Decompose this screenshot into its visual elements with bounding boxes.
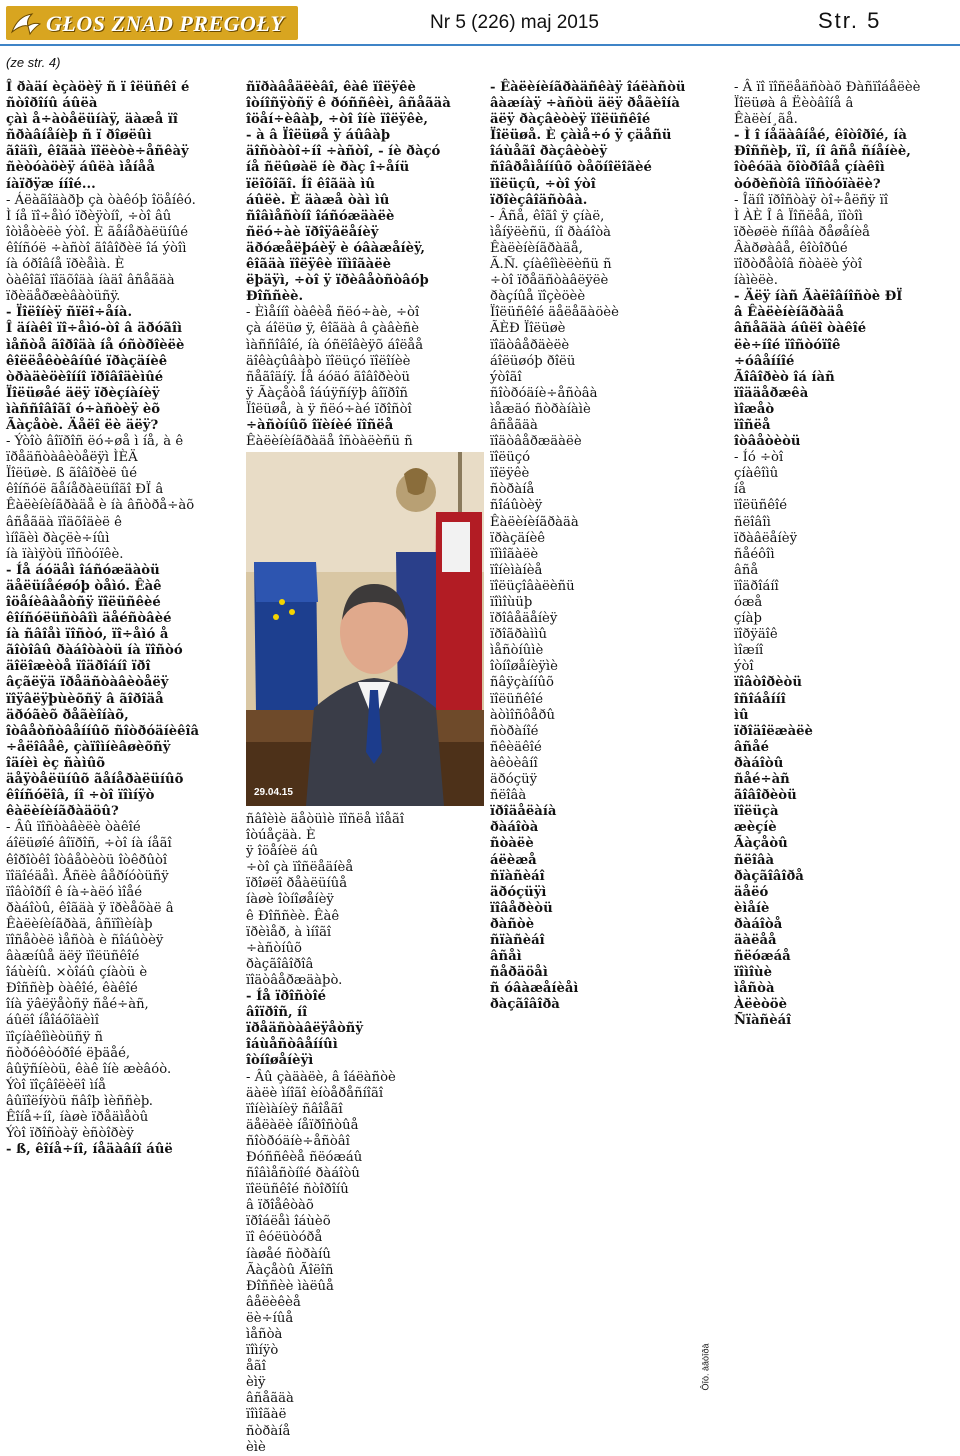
text-line: Ïîëüøå. È çàìå÷ó ÿ çäåñü [490,128,672,144]
text-line: ýòîãî [490,369,522,385]
text-line: âçãëÿä ïðåäñòàâèòåëÿ [6,675,169,691]
text-line: - Ýòîò âîïðîñ ëó÷øå ì íå, à ê [6,434,184,450]
text-line: ïîäîéäåì. Åñëè âåðíóòüñÿ [6,868,169,884]
text-line: - Èìåííî òàêèå ñëó÷àè, ÷òî [246,305,420,321]
issue-number: Nr 5 (226) maj 2015 [430,12,599,33]
text-line: ïðîâåäåíèÿ [490,611,558,627]
text-line: îäíèì èç ñàìûõ [6,755,106,771]
text-line: ïðèìåð, à ìíîãî [246,924,332,940]
text-line: - Áëàãîäàðþ çà òàêóþ îöåíêó. [6,192,196,208]
text-line: íàìèëè. [734,273,778,289]
photo-credit-text: Ôîò. àâòîðà [700,1343,711,1391]
text-line: äàëåå [734,932,777,948]
text-line: ñòàëè [490,836,534,852]
text-line: äðóçüÿì [490,884,547,900]
text-line: ïîëÿêè [490,466,530,482]
bird-logo-icon [8,6,44,40]
text-line: çàì å÷àòåëüíàÿ, äàæå ïî [6,112,178,128]
text-line: Ã.Ñ. çíàêîìèëèñü ñ [490,257,612,273]
article-column-2-lower [246,812,482,1455]
text-line: äîëîæèòå ïîäðîáíî ïðî [6,659,151,675]
text-line: ëè÷íûå [246,1310,294,1326]
text-line: ê Ðîññèè. Êàê [246,908,340,924]
text-line: ðàñòè [490,916,535,932]
text-line: ãîâîðèòü [734,788,797,804]
text-line: çíàþ [734,611,762,627]
text-line: äðóæåëþáèÿ è óâàæåíèÿ, [246,240,426,256]
text-line: ïðèøëè ñíîâà ðåøåíèå [734,224,871,240]
text-line: - Ïîëîíèÿ ñïëî÷åíà. [6,305,133,321]
text-line: ñîâðåìåííûõ òåõíîëîãèé [490,160,652,176]
text-line: íàøåé ñòðàíû [246,1246,331,1262]
text-line: ìåæäó ñòðàíàìè [490,401,591,417]
text-line: ïîëüñêîé [734,498,788,514]
text-line: ðàáîòà [490,820,539,836]
text-line: Ïîëüñêîé äåëåãàöèè [490,305,619,321]
text-line: ïîëüçîâàëèñü [490,578,575,594]
text-line: îáùåñòâåííûì [246,1037,338,1053]
text-line: ìåñòà [734,981,775,997]
text-line: - Â ïî ïîñëåäñòàõ Ðàñïîáåëèè [734,80,921,95]
text-line: Ðîññèè. [246,289,304,305]
text-line: âñåãäà [246,1391,294,1407]
text-line: âàæíûå äëÿ ïîëüñêîé [6,949,140,965]
text-line: ïîääåðæêà [734,385,809,401]
text-line: Ïîëüøà â Ëèòâîíå â [734,96,854,112]
text-line: ñåéôîì [734,546,775,562]
text-line: äåÿòåëüíûõ ãåíåðàëüíûõ [6,772,184,788]
text-line: Î äíàêî ïî÷åìó-òî â äðóãîì [6,321,182,337]
text-line: îöåíèâàåòñÿ ïîëüñêèé [6,595,161,610]
text-line: ñåðäöåì [490,965,548,981]
text-line: - Âû çàäàëè, â îáëàñòè [246,1069,396,1085]
text-line: ïîëüñêîé ñòîðîíû [246,1182,349,1198]
article-column-1 [6,80,238,1406]
text-line: - Äëÿ íàñ Ãàëîâíîñòè ÐÏ [734,289,903,305]
text-line: ÃÈÐ Ïîëüøè [490,321,566,337]
text-line: ðàçíûå ïîçèöèè [490,289,586,305]
text-line: ïðîãðàììû [490,627,547,643]
text-line: íàøè îòíîøåíèÿ [246,892,334,908]
text-line: äåëàëè íåïðîñòûå [246,1117,359,1133]
text-line: âñåãäà ïîäõîäèë ê [6,514,122,530]
text-line: Ýòî ïîçâîëèëî ìíå [6,1077,106,1093]
text-line: - Ì î íåäàâíåé, êîòîðîé, íà [734,128,907,144]
text-line: âñåì [490,949,522,965]
text-line: òàêîãî ïîäõîäà íàäî âñåãäà [6,273,175,289]
photo-credit [700,1330,728,1410]
text-line: Âàðøàâå, êîòîðûé [734,240,848,256]
text-line: áëèæå [490,852,537,868]
text-line: ñòîðîíû áûëà [6,96,98,112]
text-line: ïîäòâåðæäàëè [490,434,582,450]
text-line: ÷òî çà ïîñëåäíèå [246,860,354,876]
text-line: ÷óâåííîé [734,353,795,369]
text-line: íà óðîâíå ïðèåìà. È [6,257,125,273]
text-line: ïîâòîðíî ê íà÷àëó ìîåé [6,884,143,900]
text-line: ñåãîäíÿ. Íå áóäó ãîâîðèòü [246,369,410,385]
text-line: ïîÿâëÿþùèõñÿ â ãîðîäå [6,691,164,707]
text-line: ïîìîùè [734,965,773,981]
text-line: îòâåòñòâåííûõ ñîòðóäíèêîâ [6,723,200,739]
text-line: Êàëèí¸ãå. [734,112,798,128]
text-line: Ì íå ïî÷åìó ïðèÿòíî, ÷òî âû [6,208,172,224]
text-line: ìíîãèì ðàçëè÷íûì [6,530,110,546]
text-line: êîãäà ïîëÿêè ïîìîãàëè [246,257,391,273]
text-line: ñðàâíåíèþ ñ ï ðîøëûì [6,128,152,144]
article-column-3 [490,80,716,1406]
text-line: ñòðàíå [490,482,535,498]
text-line: ÷òî ïðåäñòàâëÿëè [490,273,609,289]
text-line: â Êàëèíèíãðàäå [734,305,844,321]
text-line: îòúåçäà. È [246,828,316,844]
text-line: ïðèäåðæèâàòüñÿ. [6,289,121,305]
text-line: ïîäòâåðäèëè [490,337,570,353]
text-line: Ãàçåòè. Äåëî ëè äëÿ? [6,417,159,433]
text-line: ñ óâàæåíèåì [490,981,579,997]
page-header [0,0,960,48]
text-line: Ðîññèè ìàëûå [246,1278,334,1294]
text-line: äåëüíåéøóþ òåìó. Êàê [6,578,162,594]
text-line: ïðîáëåì îáùèõ [246,1214,331,1230]
text-line: ãîòîâû ðàáîòàòü íà ïîñòó [6,643,183,659]
text-line: áîëüøóþ ðîëü [490,353,576,369]
text-line: íå ñëûøàë íè ðàç î÷åíü [246,160,410,176]
text-line: ïîìîãàëè [490,546,539,562]
text-line: ïëîõîãî. Íî êîãäà ìû [246,176,375,192]
text-line: Ïîëüøè. ß ãîâîðèë ûé [6,466,138,482]
text-line: ìåíÿëèñü, íî ðàáîòà [490,224,612,240]
text-line: Ðîññèþ, ïî, íî âñå ñíåíèè, [734,144,911,160]
text-line: îáùåãî ðàçâèòèÿ [490,144,607,160]
text-line: ïîìîùüþ [490,595,533,610]
text-line: ñïàñèáî [490,932,545,948]
text-line: - ß, êîíå÷íî, íåäàâíî áûë [6,1142,173,1158]
text-line: - Êàëèíèíãðàäñêàÿ îáëàñòü [490,80,686,95]
text-line: êîíñóëîâ, íî ÷òî ïîìíÿò [6,788,155,804]
text-line: ïî êóëüòóðå [246,1230,323,1246]
text-line: îòíîøåíèÿìè [490,659,558,675]
text-line: ñâÿçàííûõ [490,675,554,691]
text-line: âûïîëíÿòü ñâîþ ìèññèþ. [6,1093,153,1109]
text-line: ÷åëîâåê, çàïîìíèâøèõñÿ [6,739,171,755]
text-line: ìîæíî [734,643,764,659]
text-line: îöåí÷èâàþ, ÷òî îíè ïîëÿêè, [246,112,428,128]
text-line: ñêèäêîé [490,739,542,755]
header-rule [0,44,960,46]
masthead-title: GŁOS ZNAD PREGOŁY [46,11,285,36]
text-line: ïîëüçà [734,804,779,820]
article-column-4 [734,80,956,1406]
text-line: îòíîñÿòñÿ ê ðóññêèì, âñåãäà [246,96,451,112]
text-line: ñïðàâåäëèâî, êàê ïîëÿêè [246,80,416,95]
text-line: ýòî [734,659,754,675]
text-line: ïîâåðèòü [490,900,553,916]
text-line: Êàëèíèíãðàäà [490,514,579,530]
text-line: ðàáîòû, êîãäà ÿ ïðèåõàë â [6,900,174,916]
text-line: áûëè. È äàæå òàì ìû [246,192,390,208]
text-line: ÷àñòíûõ îïèíèé ïîñëå [246,417,394,433]
text-line: äåëó [734,884,769,900]
text-line: - Íó ÷òî [734,450,784,466]
text-line: äîñòàòî÷íî ÷àñòî, - íè ðàçó [246,144,441,160]
text-line: Ãàçåòû Ãîëîñ [246,1262,334,1278]
text-line: ìîæåò [734,401,775,417]
text-line: îñîáåííî [734,691,786,707]
text-line: âñåãäà [490,417,538,433]
text-line: èìåíè [734,900,770,916]
text-line: ìåñòíûìè [490,643,544,659]
text-line: èìè [246,1439,266,1455]
text-line: ïîäòâåðæäàþò. [246,972,343,988]
text-line: âñåãäà áûëî òàêîé [734,321,867,337]
text-line: ïîäðîáíî [734,578,779,594]
text-line: áûëî íåîáõîäèìî [6,1013,99,1029]
text-line: ñòðàíîé [490,723,539,739]
text-line: óæå [734,595,763,610]
text-line: ñëîâà [490,788,527,804]
text-line: ïîëüñêîé [490,691,544,707]
text-line: êîíñóëüñòâîì äåéñòâèé [6,611,172,627]
text-line: ïîñåòèë ìåñòà è ñîáûòèÿ [6,932,164,948]
text-line: ïðåäñòàâëÿåòñÿ [246,1021,364,1037]
text-line: êîðîòêî îòâåòèòü îòêðûòî [6,852,168,868]
text-line: äðóãèõ ðåãèîíàõ, [6,707,129,723]
text-line: ëè÷íîé ïîñòóïîê [734,337,841,353]
text-line: â ïðîåêòàõ [246,1198,314,1214]
text-line: Ñïàñèáî [734,1013,792,1029]
text-line: ñòðóêòóðîé ëþäåé, [6,1045,131,1061]
text-line: îòâåòèòü [734,434,801,450]
text-line: ñèòóàöèÿ áûëà ìåíåå [6,160,155,176]
text-line: ïîðòðåòîâ ñòàëè ýòî [734,257,863,273]
text-line: - Îäíî ïðîñòàÿ òî÷åëñÿ ïî [734,192,889,208]
text-line: âûÿñíèòü, êàê îíè æèâóò. [6,1061,172,1077]
text-line: Ïîëüøåé äëÿ ïðèçíàíèÿ [6,385,160,401]
text-line: ñåé÷àñ [734,772,790,788]
text-line: - Âû ïîñòàâèëè òàêîé [6,820,141,836]
text-line: òðàäèöèîííî ïðîâîäèìûé [6,369,164,385]
text-line: îíà ÿâëÿåòñÿ ñåé÷àñ, [6,997,149,1013]
text-line: âåëèêèå [246,1294,301,1310]
text-line: ñòðàíå [246,1423,291,1439]
text-line: - à â Ïîëüøå ÿ áûâàþ [246,128,391,144]
text-line: Êàëèíèíãðàäå îñòàëèñü ñ [246,434,413,450]
text-line: ìàññîâîé, íà óñëîâèÿõ áîëåå [246,337,424,353]
text-line: êàëèíèíãðàäöû? [6,804,119,820]
text-line: ïðîäåëàíà [490,804,557,820]
text-line: âàæíàÿ ÷àñòü äëÿ ðåãèîíà [490,96,680,112]
text-line: ÿ îöåíèë áû [246,844,319,860]
text-line: Ì ÀÈ Î â Ïîñëåâ, ïîòîì [734,208,863,224]
text-line: ïîìîãàë [246,1407,287,1423]
text-line: åãî [246,1359,266,1375]
text-line: ïîâòîðèòü [734,675,802,691]
text-line: Êàëèíèíãðàäå è íà âñòðå÷àõ [6,498,195,514]
text-line: ïðàçäíèê [490,530,546,546]
text-line: ïðîøëî ðåàëüíûå [246,876,348,892]
text-line: ïðåäñòàâèòåëÿì ÌÈÄ [6,450,138,466]
text-line: àêòèâíî [490,755,538,771]
text-line: Ïîëüøå, à ÿ ñëó÷àé ïðîñòî [246,401,412,417]
text-line: - Íå ïðîñòîé [246,989,326,1005]
text-line: äðóçüÿ [490,772,538,788]
text-line: ðàçãîâîðå [734,868,804,884]
text-line: òóðèñòîâ ïîñòóïàëè? [734,176,881,192]
text-line: Î ðàäí èçàöèÿ ñ ï îëüñêî é [6,80,190,95]
article-column-2 [246,80,482,452]
text-line: Ýòî ïðîñòàÿ èñòîðèÿ [6,1126,134,1142]
text-line: ñîáûòèÿ [490,498,543,514]
masthead-logo [6,6,298,40]
portrait-illustration [246,452,484,806]
text-line: ïðîèçâîäñòâà. [490,192,588,208]
continued-note: (ze str. 4) [6,55,61,70]
text-line: ðàçãîâîðîâ [246,956,314,972]
text-line: ïðàâëåíèÿ [734,530,798,546]
text-line: Ðîññèþ òàêîé, êàêîé [6,981,138,997]
text-line: ëþäÿì, ÷òî ÿ ïðèâåòñòâóþ [246,273,429,289]
text-line: ñîâìåñòíîé ðàáîòû [246,1166,360,1182]
text-line: âñåé [734,739,770,755]
text-line: ïðîäîëæàëè [734,723,813,739]
page-number: Str. 5 [818,8,882,33]
text-line: êîíñóë ãåíåðàëüíîãî ÐÏ â [6,482,164,498]
text-line: íà ñâîåì ïîñòó, ïî÷åìó å [6,627,169,643]
text-line: - Íå áóäåì îáñóæäàòü [6,562,160,578]
consul-portrait-photo [246,452,484,806]
text-line: ìåñòà [246,1327,283,1342]
text-line: ïîëüçó [490,450,531,466]
text-line: ãîäîì, êîãäà ïîëèòè÷åñêàÿ [6,144,189,160]
text-line: ïîëüçû, ÷òî ýòî [490,176,596,192]
text-line: - Âñå, êîãî ÿ çíàë, [490,208,605,224]
text-line: ñëóæáå [734,949,791,965]
text-line: ðàáîòå [734,916,783,932]
text-line: îòêóäà õîòðîâå çíàêîì [734,160,885,176]
text-line: îòíîøåíèÿì [246,1053,314,1069]
text-line: îòìåòèëè ýòî. È ãåíåðàëüíûé [6,224,189,240]
text-line: íà ïàìÿòü ïîñòóïêè. [6,546,124,562]
text-line: íàïðÿæ ííîé... [6,176,96,192]
text-line: îáùèíû. ×òîáû çíàòü è [6,965,148,981]
text-line: ñëîâîì [734,514,771,530]
text-line: âîïðîñ, íî [246,1005,308,1021]
text-line: àòìîñôåðû [490,707,555,723]
text-line: ïîíèìàíèå [490,562,543,578]
text-line: ñëîâà [734,852,775,868]
text-line: èìÿ [246,1375,266,1391]
text-line: ïîíèìàíèÿ ñâîåãî [246,1101,343,1117]
text-line: ÷àñòíûõ [246,940,302,956]
text-line: ñîòðóäíè÷åñòâà [490,385,598,401]
text-line: ðàçãîâîðà [490,997,560,1013]
text-line: ïîìíÿò [246,1343,279,1359]
text-line: ìåñòå ãîðîäà íå óñòðîèëè [6,337,185,353]
text-line: ÿ Ãàçåòå îáúÿñíÿþ âîïðîñ [246,385,409,401]
text-line: êîíñóë ÷àñòî ãîâîðèë îá ýòîì [6,240,187,256]
text-line: Êàëèíèíãðàäå, [490,240,583,256]
text-line: ñëó÷àè ïðîÿâëåíèÿ [246,224,379,240]
text-line: äëÿ ðàçâèòèÿ ïîëüñêîé [490,112,651,128]
text-line: áîëüøîé âîïðîñ, ÷òî íà íåãî [6,836,172,852]
text-line: ñîòðóäíè÷åñòâî [246,1133,350,1149]
text-line: ïîðÿäîê [734,627,778,643]
text-line: Êàëèíèíãðàä, âñïîìèíàþ [6,916,153,932]
photo-date: 29.04.15 [254,787,293,798]
text-line: ïîñëå [734,417,771,433]
text-line: âñå [734,562,759,578]
text-line: ïîçíàêîìèòüñÿ ñ [6,1029,104,1045]
text-line: çíàêîìû [734,466,779,482]
text-line: íå [734,482,747,498]
text-line: äàëè ìíîãî èíòåðåñíîãî [246,1085,384,1101]
text-line: Ãàçåòû [734,836,788,852]
text-line: äîêàçûâàþò ïîëüçó ïîëîíèè [246,353,411,369]
text-line: êîëëåêòèâíûé ïðàçäíèê [6,353,168,369]
text-line: ñïàñèáî [490,868,545,884]
text-line: ðàáîòû [734,755,784,771]
text-line: ìû [734,707,749,723]
text-line: Àëèòöè [734,997,787,1013]
text-line: Êîíå÷íî, íàøè ïðåäìåòû [6,1110,149,1125]
text-line: Ðóññêèå ñëóæáû [246,1149,363,1165]
text-line: Ãîâîðèò îá íàñ [734,369,835,385]
text-line: ñîâìåñòíî îáñóæäàëè [246,208,395,224]
text-line: ìàññîâîãî ó÷àñòèÿ èõ [6,401,161,417]
text-line: æèçíè [734,820,777,836]
text-line: ñâîèìè äåòüìè ïîñëå ìîåãî [246,812,405,827]
text-line: çà áîëüø ÿ, êîãäà â çàâèñè [246,321,420,337]
